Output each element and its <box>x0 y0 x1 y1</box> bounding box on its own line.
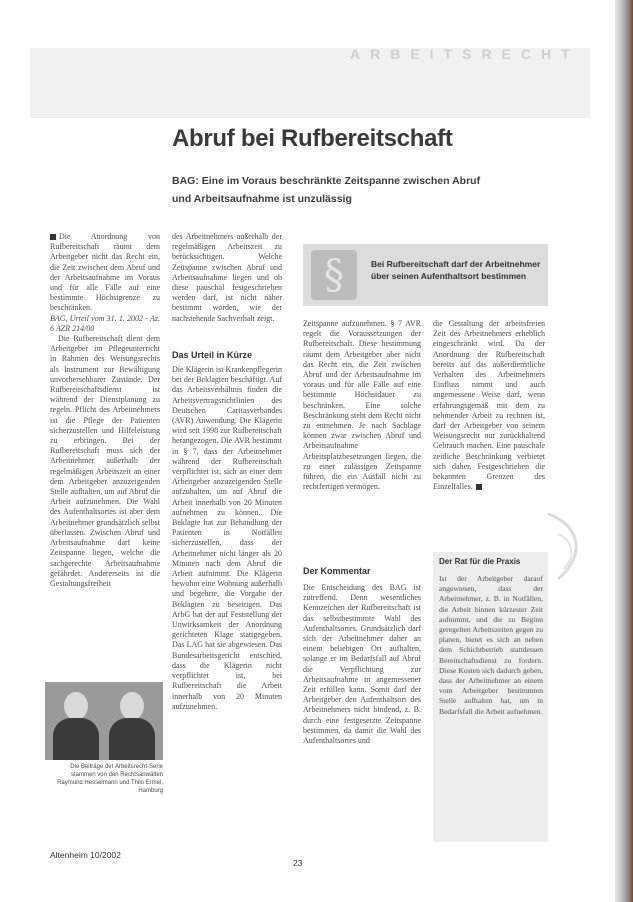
section-kicker: ARBEITSRECHT <box>350 46 580 62</box>
tip-text: Ist der Arbeitgeber darauf angewiesen, dass der Arbeitnehmer, z. B. in Notfällen, die Arbeit binnen kürzester Zeit aufnimmt, und die zu Beginn geregelten Arbeitszeiten gegen zu planen, bietet es sich an neben dem Schichtbetrieb stattdessen Bereitschaftsdienst zu fordern. Diese Kosten sich dadurch geben, dass der Arbeitnehmer an einem vom Arbeitgeber bestimmten Stelle aufhalten hat, um in Bedarfsfall die Arbeit aufnehmen. <box>439 574 543 716</box>
author-photo-2 <box>107 688 157 760</box>
callout-text: Bei Rufbereitschaft darf der Arbeitnehmer über seinen Aufenthaltsort bestimmen <box>371 259 541 281</box>
article-column-2b <box>172 365 282 830</box>
tip-heading: Der Rat für die Praxis <box>439 557 521 566</box>
photo-caption: Die Beiträge der Arbeitsrecht-Serie stammen von den Rechtsanwälten Raymund Hesselmann und Thilo Ermel, Hamburg <box>57 764 163 794</box>
court-reference: BAG, Urteil vom 31. 1. 2002 - Az. 6 AZR 214/00 <box>50 313 160 333</box>
body-text: Zeitspanne aufzunehmen. § 7 AVR regelt die Voraussetzungen der Rufbereitschaft. Diese bestimmung räumt dem Arbeitgeber aber nicht das Recht ein, die Zeit zwischen Abruf und der Arbeitsaufnahme im voraus und für alle Fälle auf eine bestimmte Höchstdauer zu beschränken. Eine solche Beschränkung steht dem Recht nicht zu entnehmen. Je nach Sachlage können zwar zwischen Abruf und Arbeitsaufnahme Arbeitsplatzbesetzungen liegen, die zu einer zulässigen Zeitspanne führen, die ein Ausfall nicht zu rechtfertigen vermögen. <box>303 319 421 492</box>
article-column-4 <box>433 319 545 519</box>
page-number: 23 <box>293 858 303 868</box>
lead-text: Die Anordnung von Rufbereitschaft räumt dem Arbeitgeber nicht das Recht ein, die Zeit zwischen dem Abruf und der Arbeitsaufnahme im Voraus und für alle Fälle auf eine bestimmte Höchstgrenze zu beschränken. <box>50 232 160 313</box>
body-text: Die Entscheidung des BAG ist zutreffend. Denn wesentliches Kennzeichen der Rufbereitschaft ist das selbstbestimmte Wahl des Aufenthaltsortes. Grundsätzlich darf sich der Arbeitnehmer daher an einem beliebigen Ort aufhalten, solange er im Bedarfsfall auf Abruf die Verpflichtung zur Arbeitsaufnahme in angemessener Zeit erfüllen kann. Somit darf der Arbeitgeber den Aufenthaltsort des Arbeitnehmers nicht bindend, z. B. durch eine festgesetzte Zeitspanne bestimmen, da damit die Wahl des Aufenthaltsortes und <box>303 583 421 746</box>
practice-tip-box <box>433 552 548 842</box>
callout-box <box>303 244 548 306</box>
article-column-2 <box>172 232 282 340</box>
binding-edge <box>615 0 633 902</box>
author-photos <box>45 682 163 760</box>
body-text: Die Rufbereitschaft dient dem Arbeitgeber im Pflegeunterricht in Rahmen des Weisungsrechts als Instrument zur Bewältigung unvorhersehbarer Zustände. Der Rufbereitschaftsdienst ist während der Dienstplanung zu regeln. Pflicht des Arbeitnehmers ist die Pflege der Patienten sicherzustellen und Hilfeleistung zu erbringen. Bei der Rufbereitschaft muss sich der Arbeitnehmer außerhalb der regelmäßigen Arbeitszeit an einer dem Arbeitgeber anzuzeigenden Stelle aufhalten, um auf Abruf die Arbeit aufzunehmen. Die Wahl des Aufenthaltsortes ist aber dem Arbeitnehmer grundsätzlich selbst überlassen. Zwischen Abruf und Arbeitsaufnahme darf keine Zeitspanne liegen, welche die sachgerechte Arbeitsaufnahme gefährdet. Andererseits ist die Gestaltungsfreiheit <box>50 334 160 588</box>
publication-name: Altenheim 10/2002 <box>50 850 121 860</box>
end-mark-icon <box>476 484 482 490</box>
bullet-icon <box>50 234 56 240</box>
section-heading-kommentar: Der Kommentar <box>303 566 371 576</box>
section-heading-urteil: Das Urteil in Kürze <box>172 350 253 360</box>
paragraph-icon: § <box>311 250 357 300</box>
body-text: Die Klägerin ist Krankenpflegerin bei der Beklagten beschäftigt. Auf das Arbeitsverhältnis finden die Arbeitsvertragsrichtlinien des Deutschen Caritasverbandes (AVR) Anwendung. Die Klägerin wird seit 1998 zur Rufbereitschaft herangezogen. Die AVR bestimmt in § 7, dass der Arbeitnehmer während der Rufbereitschaft verpflichtet ist, sich an einer dem Arbeitgeber anzuzeigenden Stelle aufzuhalten, um auf Abruf die Arbeit innerhalb von 20 Minuten aufnehmen zu können. Die Beklagte hat zur Behandlung der Patienten in Notfällen sicherzustellen, dass der Arbeitnehmer nicht länger als 20 Minuten nach dem Abruf die Arbeit aufnimmt. Die Klägerin bewohnt eine Wohnung außerhalb und begehrte, die Vorgabe der Beklagten zu beseitigen. Das ArbG hat der auf Feststellung der Unwirksamkeit der Anordnung gerichteten Klage stattgegeben. Das LAG hat sie abgewiesen. Das Bundesarbeitsgericht entschied, dass die Klägerin nicht verpflichtet ist, bei Rufbereitschaft die Arbeit innerhalb von 20 Minuten aufzunehmen. <box>172 365 282 711</box>
article-subtitle: BAG: Eine im Voraus beschränkte Zeitspanne zwischen Abruf und Arbeitsaufnahme ist unzulässig <box>172 175 481 205</box>
article-title: Abruf bei Rufbereitschaft <box>172 125 453 152</box>
body-text: des Arbeitnehmers außerhalb der regelmäßigen Arbeitszeit zu berücksichtigen. Welche Zeitspanne zwischen Abruf und Arbeitsaufnahme liegen und ob diese pauschal festgeschrieben werden darf, ist nicht näher bestimmt worden, wie der nachstehende Sachverhalt zeigt. <box>172 232 282 323</box>
body-text: die Gestaltung der arbeitsfreien Zeit des Arbeitnehmers erheblich eingeschränkt wird. Da der Anordnung der Rufbereitschaft bereits auf das außerdienstliche Verhalten des Arbeitnehmers Einfluss nimmt und auch angemessene Weise darf, wenn erfahrungsgemäß mit dem zu nehmender Arbeit zu rechnen ist, darf der Arbeitgeber von seinem Weisungsrecht nur zurückhaltend Gebrauch machen. Eine pauschale zeitliche Beschränkung verbietet sich daher. Festgeschrieben die bekannten Grenzen des Einzelfalles. <box>433 319 545 492</box>
article-column-1 <box>50 232 160 672</box>
article-column-3b <box>303 583 421 845</box>
article-column-3 <box>303 319 421 551</box>
author-photo-1 <box>51 688 101 760</box>
